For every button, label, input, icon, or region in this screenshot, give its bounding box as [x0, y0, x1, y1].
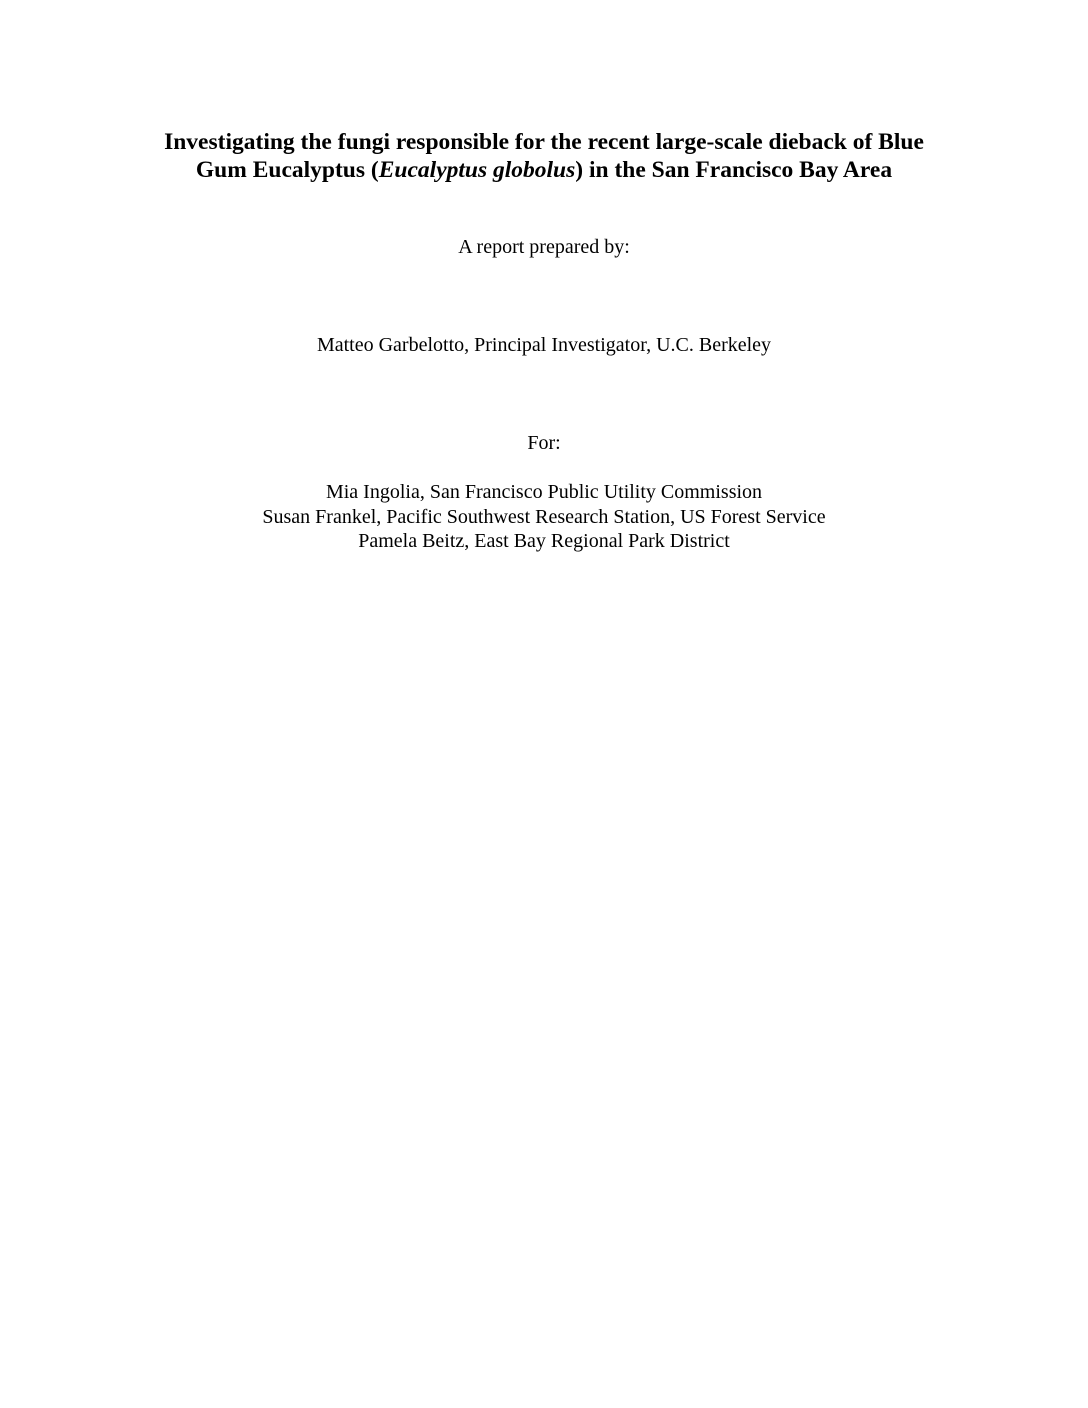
species-name: Eucalyptus globolus [378, 157, 576, 183]
prepared-by-label: A report prepared by: [458, 236, 630, 258]
title-line-1: Investigating the fungi responsible for the recent large-scale dieback of Blue [164, 129, 924, 155]
report-title [0, 128, 1088, 184]
recipients-list [0, 480, 1088, 554]
title-line-2 [0, 156, 1088, 184]
title-line-2-prefix: Gum Eucalyptus ( [195, 157, 379, 183]
recipient-item: Susan Frankel, Pacific Southwest Research Station, US Forest Service [262, 505, 826, 528]
for-label: For: [527, 432, 561, 454]
recipient-item: Mia Ingolia, San Francisco Public Utility Commission [325, 481, 763, 503]
author-line: Matteo Garbelotto, Principal Investigator, U.C. Berkeley [316, 334, 772, 356]
title-line-2-suffix: ) in the San Francisco Bay Area [575, 157, 893, 183]
recipient-item: Pamela Beitz, East Bay Regional Park District [358, 530, 730, 552]
